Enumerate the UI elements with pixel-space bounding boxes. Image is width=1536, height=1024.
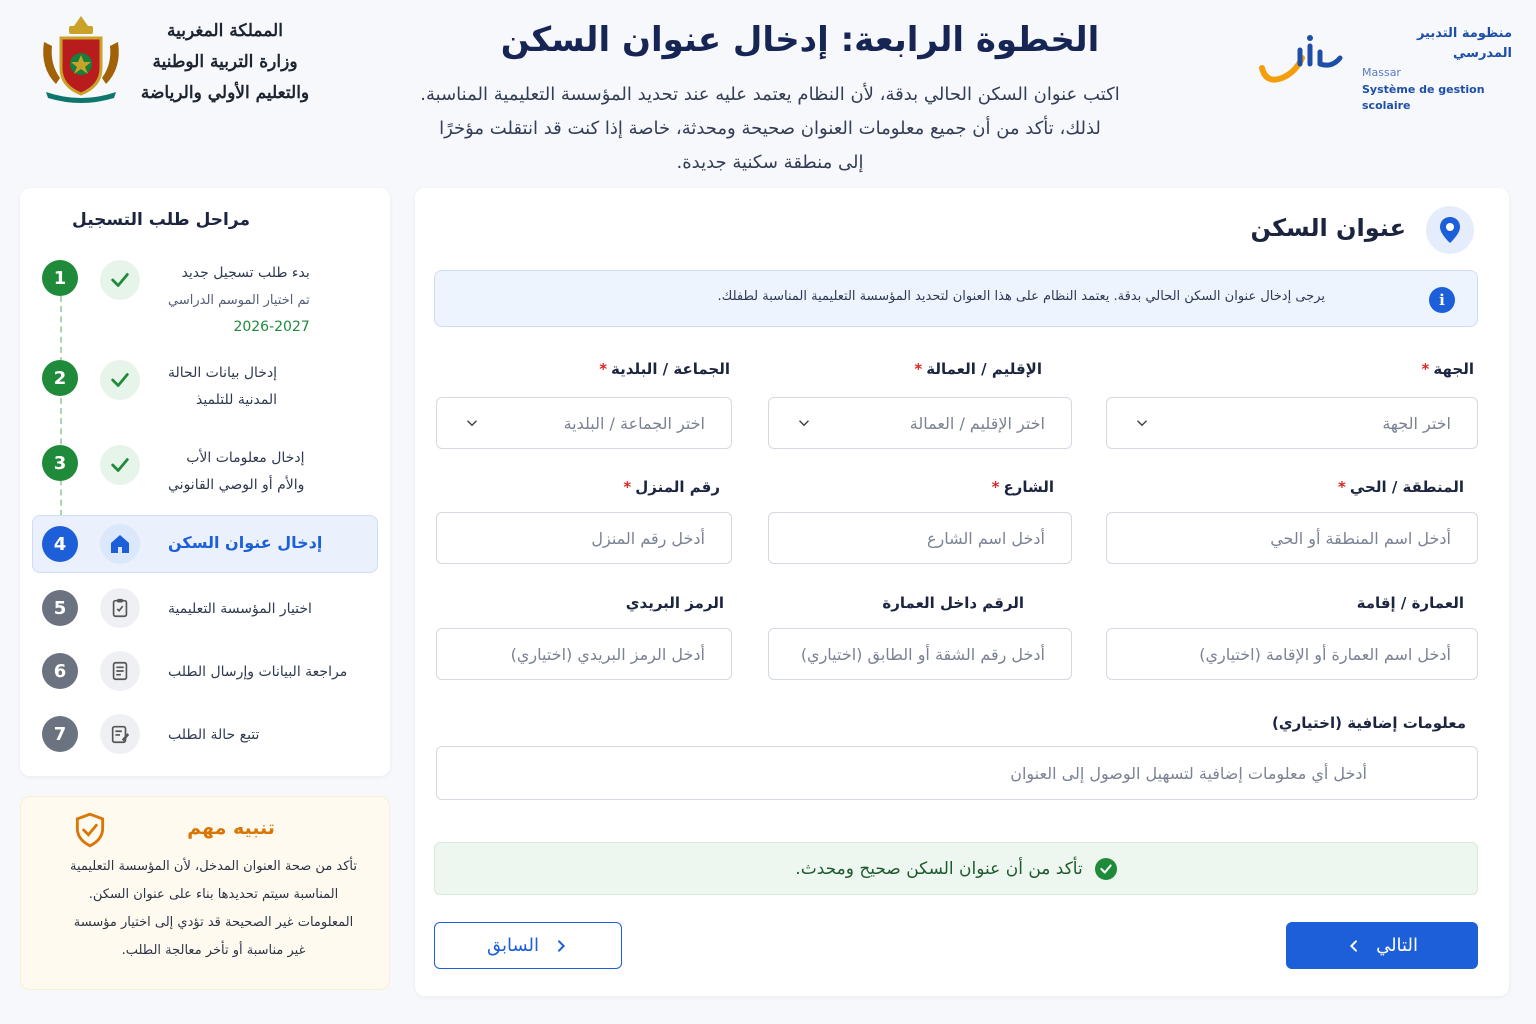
ministry-name (140, 16, 310, 109)
step-1[interactable] (32, 260, 378, 341)
step-label: بدء طلب تسجيل جديد (181, 265, 310, 281)
region-select[interactable] (1106, 397, 1478, 449)
massar-brand (1256, 24, 1512, 114)
form-title: عنوان السكن (1250, 214, 1406, 242)
step-text (168, 260, 310, 341)
check-circle-icon (1095, 858, 1117, 880)
ministry-line: المملكة المغربية (167, 21, 283, 41)
clipboard-edit-icon (100, 714, 140, 754)
ministry-line: والتعليم الأولي والرياضة (140, 83, 310, 103)
step-2[interactable] (32, 360, 378, 414)
apartment-placeholder: أدخل رقم الشقة أو الطابق (اختياري) (800, 644, 1045, 664)
step-7[interactable] (32, 716, 378, 754)
ministry-line: وزارة التربية الوطنية (152, 52, 298, 72)
house-number-placeholder: أدخل رقم المنزل (591, 528, 705, 548)
clipboard-icon (100, 588, 140, 628)
description-line: لذلك، تأكد من أن جميع معلومات العنوان صحيحة ومحدثة، خاصة إذا كنت قد انتقلت مؤخرًا (439, 118, 1101, 139)
additional-info-input[interactable] (436, 746, 1478, 800)
district-input[interactable] (1106, 512, 1478, 564)
step-6[interactable] (32, 653, 378, 691)
notice-title: تنبيه مهم (187, 817, 275, 839)
steps-title: مراحل طلب التسجيل (72, 210, 250, 230)
next-button[interactable] (1286, 922, 1478, 969)
step-date: 2026-2027 (233, 319, 310, 335)
massar-subtitle: Système de gestion scolaire (1362, 83, 1485, 112)
check-icon (100, 260, 140, 300)
confirmation-text: تأكد من أن عنوان السكن صحيح ومحدث. (795, 858, 1083, 879)
check-icon (100, 445, 140, 485)
check-icon (100, 360, 140, 400)
step-text (168, 445, 304, 499)
page-description (380, 78, 1160, 180)
step-number: 2 (42, 360, 78, 396)
chevron-down-icon (1133, 414, 1151, 432)
step-label: اختيار المؤسسة التعليمية (168, 601, 312, 617)
home-icon (100, 524, 140, 564)
commune-select[interactable] (436, 397, 732, 449)
chevron-down-icon (463, 414, 481, 432)
step-label: مراجعة البيانات وإرسال الطلب (168, 664, 348, 680)
step-number: 1 (42, 260, 78, 296)
info-icon: i (1429, 287, 1455, 313)
chevron-down-icon (795, 414, 813, 432)
moroccan-crest-icon (36, 12, 126, 104)
previous-label: السابق (486, 935, 540, 956)
additional-info-placeholder: أدخل أي معلومات إضافية لتسهيل الوصول إلى العنوان (1010, 763, 1367, 783)
step-sub: تم اختيار الموسم الدراسي (168, 293, 310, 308)
additional-info-label: معلومات إضافية (اختياري) (1272, 714, 1466, 732)
building-placeholder: أدخل اسم العمارة أو الإقامة (اختياري) (1199, 644, 1451, 664)
description-line: اكتب عنوان السكن الحالي بدقة، لأن النظام يعتمد عليه عند تحديد المؤسسة التعليمية المناسبة. (420, 84, 1120, 105)
street-placeholder: أدخل اسم الشارع (927, 528, 1045, 548)
notice-line: المناسبة سيتم تحديدها بناء على عنوان السكن. (88, 887, 339, 902)
page-title: الخطوة الرابعة: إدخال عنوان السكن (500, 20, 1100, 60)
important-notice (20, 796, 390, 990)
registration-steps-panel (20, 188, 390, 776)
chevron-right-icon (553, 938, 569, 954)
notice-line: تأكد من صحة العنوان المدخل، لأن المؤسسة التعليمية (69, 859, 358, 874)
step-number: 5 (42, 590, 78, 626)
commune-label: الجماعة / البلدية* (599, 360, 730, 378)
commune-placeholder: اختر الجماعة / البلدية (563, 413, 705, 433)
step-label: إدخال معلومات الأب (186, 450, 305, 466)
massar-title: منظومة التدبير المدرسي (1416, 26, 1512, 61)
step-number: 7 (42, 716, 78, 752)
step-label: إدخال بيانات الحالة (168, 365, 278, 381)
document-icon (100, 651, 140, 691)
step-number: 3 (42, 445, 78, 481)
step-label-2: المدنية للتلميذ (195, 392, 278, 408)
street-input[interactable] (768, 512, 1072, 564)
step-text (168, 360, 277, 414)
chevron-left-icon (1346, 938, 1362, 954)
step-label: إدخال عنوان السكن (168, 533, 323, 552)
massar-logo-icon (1256, 28, 1348, 88)
notice-line: غير مناسبة أو تأخر معالجة الطلب. (121, 943, 306, 958)
info-banner (434, 270, 1478, 327)
region-label: الجهة* (1421, 360, 1474, 378)
apartment-label: الرقم داخل العمارة (882, 594, 1024, 612)
postal-code-placeholder: أدخل الرمز البريدي (اختياري) (510, 644, 705, 664)
province-label: الإقليم / العمالة* (914, 360, 1042, 378)
shield-check-icon (71, 811, 109, 849)
street-label: الشارع* (991, 478, 1054, 496)
step-3[interactable] (32, 445, 378, 499)
step-label: تتبع حالة الطلب (168, 727, 260, 743)
previous-button[interactable] (434, 922, 622, 969)
region-placeholder: اختر الجهة (1382, 413, 1451, 433)
building-label: العمارة / إقامة (1356, 594, 1464, 612)
house-number-label: رقم المنزل* (623, 478, 720, 496)
next-label: التالي (1376, 935, 1418, 956)
house-number-input[interactable] (436, 512, 732, 564)
district-label: المنطقة / الحي* (1338, 478, 1464, 496)
step-label-2: والأم أو الوصي القانوني (168, 477, 305, 493)
confirmation-banner (434, 842, 1478, 895)
province-placeholder: اختر الإقليم / العمالة (909, 413, 1045, 433)
step-number: 4 (42, 526, 78, 562)
province-select[interactable] (768, 397, 1072, 449)
building-input[interactable] (1106, 628, 1478, 680)
notice-line: المعلومات غير الصحيحة قد تؤدي إلى اختيار مؤسسة (73, 915, 354, 930)
district-placeholder: أدخل اسم المنطقة أو الحي (1270, 528, 1451, 548)
postal-code-label: الرمز البريدي (625, 594, 724, 612)
step-number: 6 (42, 653, 78, 689)
location-pin-icon (1426, 206, 1474, 254)
postal-code-input[interactable] (436, 628, 732, 680)
info-text: يرجى إدخال عنوان السكن الحالي بدقة. يعتمد النظام على هذا العنوان لتحديد المؤسسة التعليمية المناسبة لطفلك. (717, 289, 1325, 304)
description-line: إلى منطقة سكنية جديدة. (676, 152, 864, 173)
apartment-input[interactable] (768, 628, 1072, 680)
notice-body (41, 853, 386, 965)
massar-latin: Massar (1362, 66, 1401, 79)
step-5[interactable] (32, 590, 378, 628)
step-4[interactable] (32, 515, 378, 573)
